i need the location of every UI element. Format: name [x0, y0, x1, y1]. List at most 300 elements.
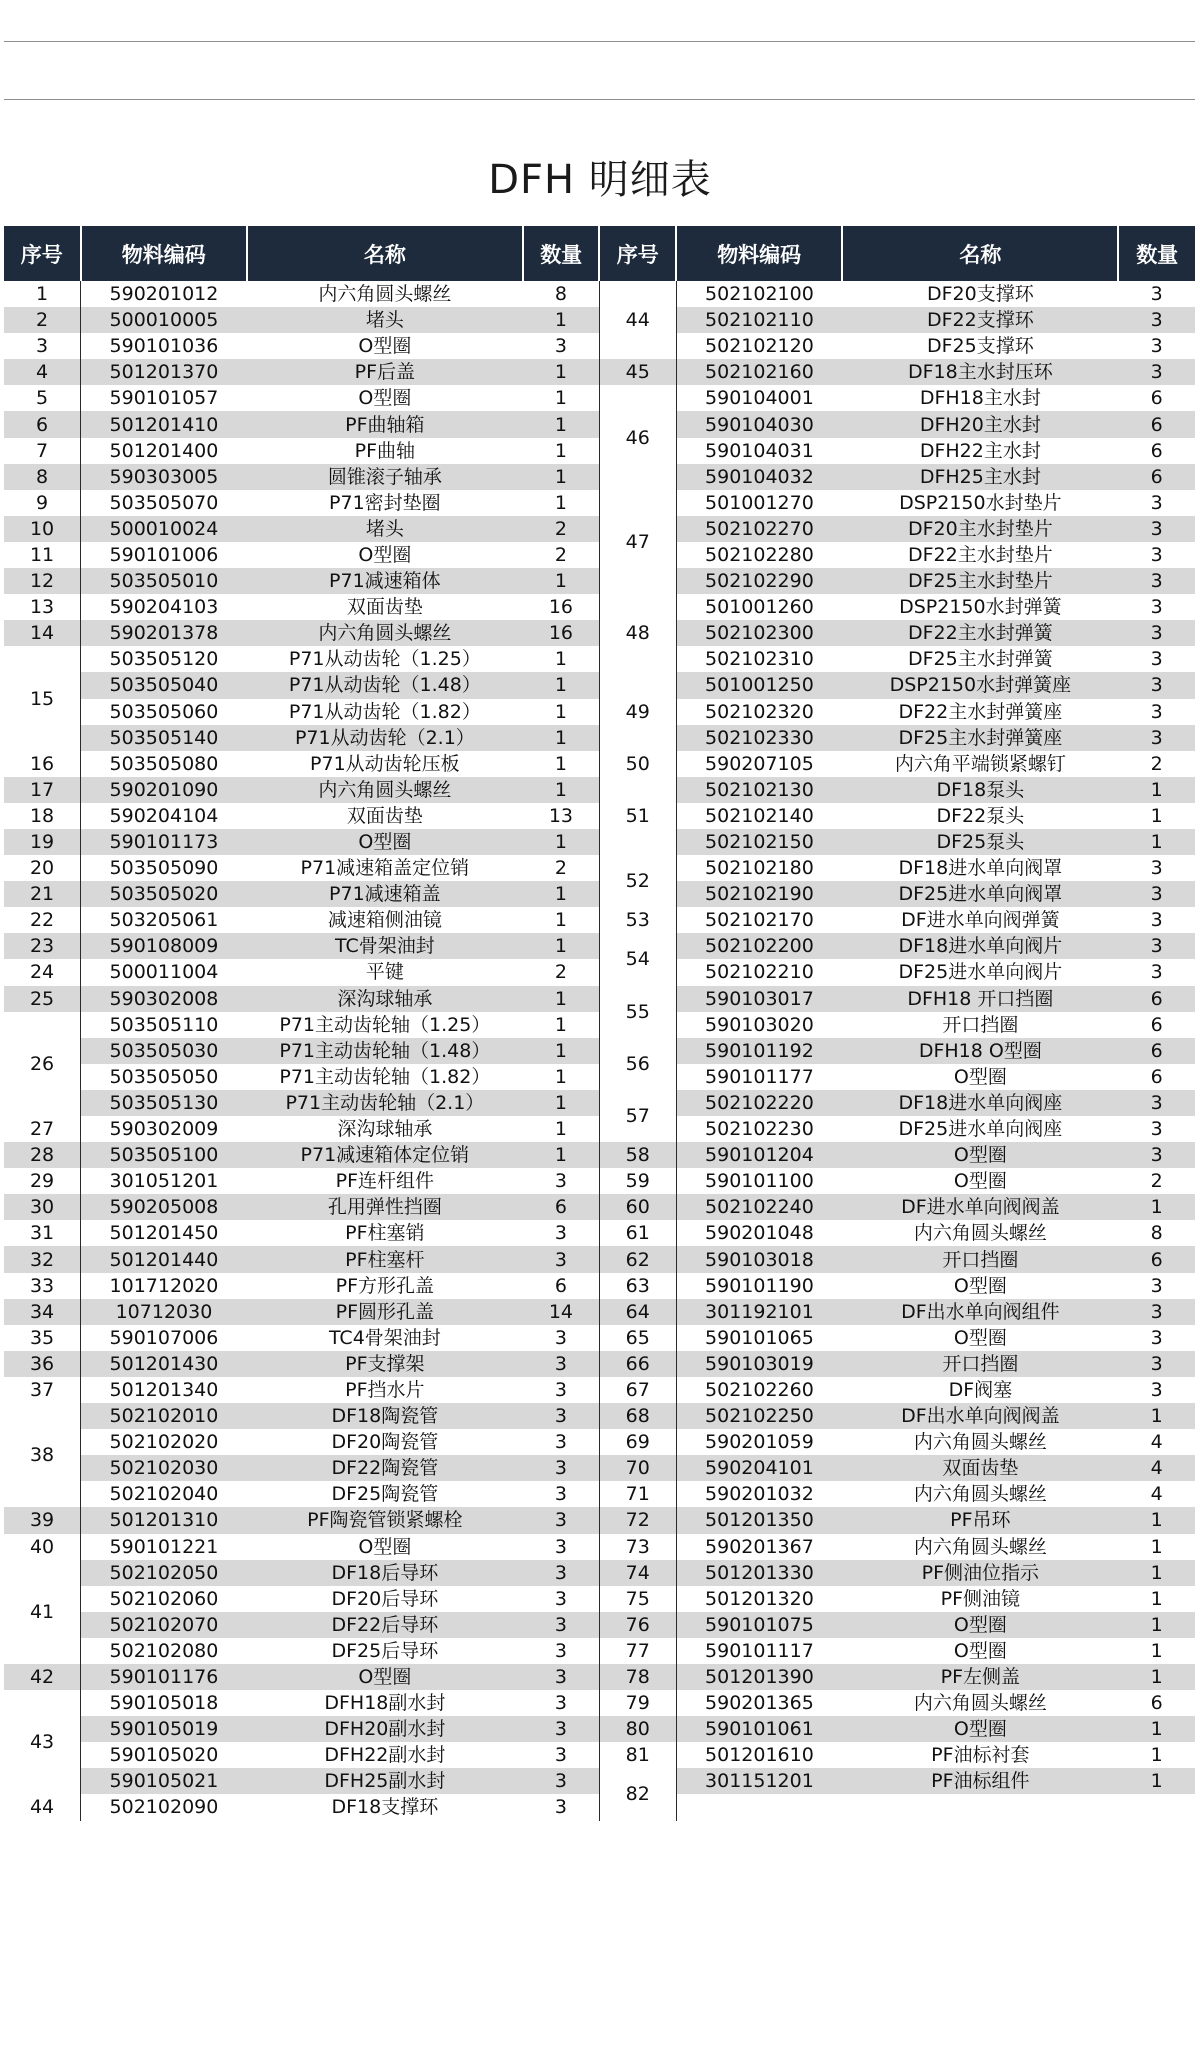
qty-right: 3 — [1118, 1325, 1195, 1351]
seq-right: 72 — [599, 1507, 676, 1533]
qty-right: 3 — [1118, 516, 1195, 542]
qty-right — [1118, 1794, 1195, 1820]
name-left: PF后盖 — [247, 359, 523, 385]
qty-right: 3 — [1118, 620, 1195, 646]
seq-left: 4 — [4, 359, 81, 385]
qty-left: 3 — [523, 1455, 600, 1481]
qty-left: 3 — [523, 1168, 600, 1194]
qty-left: 3 — [523, 1246, 600, 1272]
seq-left: 37 — [4, 1377, 81, 1403]
qty-right: 3 — [1118, 855, 1195, 881]
seq-left: 41 — [4, 1560, 81, 1664]
name-left: P71从动齿轮压板 — [247, 751, 523, 777]
code-left: 501201340 — [81, 1377, 247, 1403]
name-right: O型圈 — [842, 1325, 1118, 1351]
name-left: 堵头 — [247, 307, 523, 333]
qty-left: 3 — [523, 1664, 600, 1690]
header-qty-right: 数量 — [1118, 226, 1195, 281]
code-right — [676, 1794, 842, 1820]
name-left: 内六角圆头螺丝 — [247, 620, 523, 646]
qty-left: 3 — [523, 1429, 600, 1455]
qty-left: 13 — [523, 803, 600, 829]
code-right: 590101065 — [676, 1325, 842, 1351]
seq-right: 82 — [599, 1768, 676, 1820]
code-left: 590105018 — [81, 1690, 247, 1716]
qty-left: 1 — [523, 490, 600, 516]
code-right: 301192101 — [676, 1299, 842, 1325]
name-right: O型圈 — [842, 1142, 1118, 1168]
seq-left: 26 — [4, 1012, 81, 1116]
qty-right: 6 — [1118, 438, 1195, 464]
qty-left: 1 — [523, 1090, 600, 1116]
name-right: O型圈 — [842, 1273, 1118, 1299]
name-left: PF方形孔盖 — [247, 1273, 523, 1299]
code-left: 503505050 — [81, 1064, 247, 1090]
qty-right: 1 — [1118, 803, 1195, 829]
name-right: DF阀塞 — [842, 1377, 1118, 1403]
qty-left: 14 — [523, 1299, 600, 1325]
seq-right: 48 — [599, 594, 676, 672]
code-right: 501201350 — [676, 1507, 842, 1533]
code-right: 502102320 — [676, 699, 842, 725]
code-left: 503505020 — [81, 881, 247, 907]
seq-right: 60 — [599, 1194, 676, 1220]
code-left: 590105019 — [81, 1716, 247, 1742]
table-row — [4, 1168, 1195, 1194]
code-left: 590101057 — [81, 385, 247, 411]
seq-right: 78 — [599, 1664, 676, 1690]
seq-left: 15 — [4, 646, 81, 750]
code-left: 590205008 — [81, 1194, 247, 1220]
name-right: DF进水单向阀阀盖 — [842, 1194, 1118, 1220]
table-row — [4, 855, 1195, 881]
qty-right: 6 — [1118, 1690, 1195, 1716]
qty-left: 1 — [523, 568, 600, 594]
name-right: DF进水单向阀弹簧 — [842, 907, 1118, 933]
seq-left: 19 — [4, 829, 81, 855]
name-right: O型圈 — [842, 1612, 1118, 1638]
qty-right: 6 — [1118, 986, 1195, 1012]
code-left: 500011004 — [81, 959, 247, 985]
qty-right: 3 — [1118, 490, 1195, 516]
table-row — [4, 594, 1195, 620]
seq-left: 14 — [4, 620, 81, 646]
qty-right: 3 — [1118, 359, 1195, 385]
qty-right: 6 — [1118, 411, 1195, 437]
table-row — [4, 1690, 1195, 1716]
qty-right: 3 — [1118, 907, 1195, 933]
seq-right: 65 — [599, 1325, 676, 1351]
code-left: 590201012 — [81, 281, 247, 307]
name-right: 内六角圆头螺丝 — [842, 1481, 1118, 1507]
code-left: 590105020 — [81, 1742, 247, 1768]
code-right: 502102290 — [676, 568, 842, 594]
qty-right: 3 — [1118, 959, 1195, 985]
seq-right: 58 — [599, 1142, 676, 1168]
code-right: 502102170 — [676, 907, 842, 933]
qty-right: 3 — [1118, 1273, 1195, 1299]
name-right: DF25进水单向阀罩 — [842, 881, 1118, 907]
table-row — [4, 1716, 1195, 1742]
name-left: PF连杆组件 — [247, 1168, 523, 1194]
qty-right: 3 — [1118, 542, 1195, 568]
code-right: 502102180 — [676, 855, 842, 881]
name-left: DF18陶瓷管 — [247, 1403, 523, 1429]
header-seq-left: 序号 — [4, 226, 81, 281]
qty-right: 1 — [1118, 1560, 1195, 1586]
code-right: 502102250 — [676, 1403, 842, 1429]
seq-right: 44 — [599, 281, 676, 359]
name-left: 平键 — [247, 959, 523, 985]
name-left: P71从动齿轮（1.25） — [247, 646, 523, 672]
code-right: 301151201 — [676, 1768, 842, 1794]
name-left: O型圈 — [247, 829, 523, 855]
qty-right: 1 — [1118, 829, 1195, 855]
qty-left: 3 — [523, 1586, 600, 1612]
qty-left: 1 — [523, 438, 600, 464]
code-left: 502102070 — [81, 1612, 247, 1638]
qty-right: 6 — [1118, 464, 1195, 490]
name-right: 内六角圆头螺丝 — [842, 1429, 1118, 1455]
table-row — [4, 986, 1195, 1012]
code-right: 502102120 — [676, 333, 842, 359]
qty-right: 3 — [1118, 568, 1195, 594]
name-right: DF20支撑环 — [842, 281, 1118, 307]
qty-left: 3 — [523, 1690, 600, 1716]
seq-right: 79 — [599, 1690, 676, 1716]
seq-right: 80 — [599, 1716, 676, 1742]
name-right: DF18进水单向阀罩 — [842, 855, 1118, 881]
qty-right: 3 — [1118, 1116, 1195, 1142]
code-right: 590201048 — [676, 1220, 842, 1246]
qty-left: 1 — [523, 464, 600, 490]
code-right: 502102300 — [676, 620, 842, 646]
code-right: 501201320 — [676, 1586, 842, 1612]
seq-right: 51 — [599, 777, 676, 855]
qty-right: 1 — [1118, 1664, 1195, 1690]
table-row — [4, 1586, 1195, 1612]
qty-left: 1 — [523, 385, 600, 411]
qty-left: 3 — [523, 1481, 600, 1507]
name-left: DF20后导环 — [247, 1586, 523, 1612]
seq-left: 40 — [4, 1534, 81, 1560]
header-name-right: 名称 — [842, 226, 1118, 281]
code-right: 501001260 — [676, 594, 842, 620]
seq-left: 6 — [4, 411, 81, 437]
table-row — [4, 359, 1195, 385]
name-right: DFH18 O型圈 — [842, 1038, 1118, 1064]
header-code-right: 物料编码 — [676, 226, 842, 281]
name-right: DFH20主水封 — [842, 411, 1118, 437]
table-row — [4, 1403, 1195, 1429]
qty-left: 1 — [523, 986, 600, 1012]
qty-right: 1 — [1118, 1638, 1195, 1664]
name-right: DFH18 开口挡圈 — [842, 986, 1118, 1012]
name-right: DF25进水单向阀座 — [842, 1116, 1118, 1142]
name-left: P71从动齿轮（1.82） — [247, 699, 523, 725]
code-right: 502102280 — [676, 542, 842, 568]
code-left: 590302008 — [81, 986, 247, 1012]
detail-table — [4, 226, 1195, 1821]
name-right: PF左侧盖 — [842, 1664, 1118, 1690]
qty-right: 1 — [1118, 1403, 1195, 1429]
qty-right: 1 — [1118, 1194, 1195, 1220]
table-row — [4, 281, 1195, 307]
seq-left: 42 — [4, 1664, 81, 1690]
code-right: 590103019 — [676, 1351, 842, 1377]
code-right: 502102110 — [676, 307, 842, 333]
code-left: 590101176 — [81, 1664, 247, 1690]
name-right: DFH25主水封 — [842, 464, 1118, 490]
qty-left: 3 — [523, 1507, 600, 1533]
code-left: 301051201 — [81, 1168, 247, 1194]
qty-left: 1 — [523, 646, 600, 672]
name-right: 开口挡圈 — [842, 1351, 1118, 1377]
code-left: 501201370 — [81, 359, 247, 385]
qty-right: 6 — [1118, 1246, 1195, 1272]
name-right: DF25主水封弹簧 — [842, 646, 1118, 672]
code-right: 502102230 — [676, 1116, 842, 1142]
code-left: 590101173 — [81, 829, 247, 855]
table-row — [4, 1325, 1195, 1351]
seq-left: 8 — [4, 464, 81, 490]
code-right: 590101190 — [676, 1273, 842, 1299]
code-left: 503505090 — [81, 855, 247, 881]
code-left: 502102030 — [81, 1455, 247, 1481]
table-row — [4, 1664, 1195, 1690]
name-right: DSP2150水封弹簧座 — [842, 672, 1118, 698]
code-right: 590104030 — [676, 411, 842, 437]
name-left: PF挡水片 — [247, 1377, 523, 1403]
qty-right: 3 — [1118, 307, 1195, 333]
qty-left: 3 — [523, 1403, 600, 1429]
name-left: DFH25副水封 — [247, 1768, 523, 1794]
qty-left: 2 — [523, 855, 600, 881]
code-right: 502102270 — [676, 516, 842, 542]
seq-right: 69 — [599, 1429, 676, 1455]
table-row — [4, 1038, 1195, 1064]
header-qty-left: 数量 — [523, 226, 600, 281]
name-left: 堵头 — [247, 516, 523, 542]
code-left: 590107006 — [81, 1325, 247, 1351]
qty-left: 1 — [523, 1012, 600, 1038]
code-right: 501201330 — [676, 1560, 842, 1586]
name-left: O型圈 — [247, 385, 523, 411]
qty-right: 1 — [1118, 1534, 1195, 1560]
table-row — [4, 1507, 1195, 1533]
code-left: 503505080 — [81, 751, 247, 777]
code-left: 500010024 — [81, 516, 247, 542]
qty-right: 1 — [1118, 1768, 1195, 1794]
seq-right: 73 — [599, 1534, 676, 1560]
name-left: TC4骨架油封 — [247, 1325, 523, 1351]
table-row — [4, 1246, 1195, 1272]
name-left: TC骨架油封 — [247, 933, 523, 959]
qty-left: 3 — [523, 1377, 600, 1403]
qty-right: 4 — [1118, 1481, 1195, 1507]
code-left: 590201378 — [81, 620, 247, 646]
seq-left: 31 — [4, 1220, 81, 1246]
seq-right: 49 — [599, 672, 676, 750]
qty-right: 2 — [1118, 751, 1195, 777]
seq-left: 3 — [4, 333, 81, 359]
seq-right: 70 — [599, 1455, 676, 1481]
name-right: O型圈 — [842, 1168, 1118, 1194]
name-left: O型圈 — [247, 1664, 523, 1690]
code-right: 590201059 — [676, 1429, 842, 1455]
table-row — [4, 1742, 1195, 1768]
code-left: 500010005 — [81, 307, 247, 333]
seq-right: 77 — [599, 1638, 676, 1664]
code-right: 590104031 — [676, 438, 842, 464]
name-right: DF18进水单向阀片 — [842, 933, 1118, 959]
code-right: 590101117 — [676, 1638, 842, 1664]
name-left: P71从动齿轮（1.48） — [247, 672, 523, 698]
name-right: PF油标衬套 — [842, 1742, 1118, 1768]
code-right: 502102190 — [676, 881, 842, 907]
name-right: DF25支撑环 — [842, 333, 1118, 359]
qty-right: 3 — [1118, 1142, 1195, 1168]
qty-right: 3 — [1118, 1351, 1195, 1377]
seq-left: 30 — [4, 1194, 81, 1220]
code-left: 501201410 — [81, 411, 247, 437]
seq-left: 17 — [4, 777, 81, 803]
qty-right: 1 — [1118, 1586, 1195, 1612]
seq-right: 74 — [599, 1560, 676, 1586]
name-right: DFH22主水封 — [842, 438, 1118, 464]
qty-right: 3 — [1118, 1090, 1195, 1116]
seq-left: 23 — [4, 933, 81, 959]
code-left: 590204103 — [81, 594, 247, 620]
name-left: 深沟球轴承 — [247, 986, 523, 1012]
code-left: 590101221 — [81, 1534, 247, 1560]
code-left: 502102020 — [81, 1429, 247, 1455]
qty-left: 1 — [523, 411, 600, 437]
code-right: 502102130 — [676, 777, 842, 803]
qty-left: 8 — [523, 281, 600, 307]
name-right: DF25泵头 — [842, 829, 1118, 855]
seq-left: 39 — [4, 1507, 81, 1533]
name-left: P71减速箱体定位销 — [247, 1142, 523, 1168]
qty-left: 3 — [523, 1638, 600, 1664]
code-left: 590204104 — [81, 803, 247, 829]
name-left: 孔用弹性挡圈 — [247, 1194, 523, 1220]
name-left: O型圈 — [247, 333, 523, 359]
seq-right: 71 — [599, 1481, 676, 1507]
table-row — [4, 490, 1195, 516]
name-right: PF侧油镜 — [842, 1586, 1118, 1612]
qty-right: 4 — [1118, 1429, 1195, 1455]
seq-right: 64 — [599, 1299, 676, 1325]
name-left: O型圈 — [247, 542, 523, 568]
name-left: PF圆形孔盖 — [247, 1299, 523, 1325]
name-right: DF18进水单向阀座 — [842, 1090, 1118, 1116]
qty-left: 16 — [523, 594, 600, 620]
qty-left: 6 — [523, 1194, 600, 1220]
table-row — [4, 1273, 1195, 1299]
qty-right: 1 — [1118, 1742, 1195, 1768]
table-row — [4, 1455, 1195, 1481]
code-right: 502102210 — [676, 959, 842, 985]
qty-left: 3 — [523, 1325, 600, 1351]
code-right: 590101192 — [676, 1038, 842, 1064]
seq-left: 13 — [4, 594, 81, 620]
table-row — [4, 385, 1195, 411]
name-right: 内六角圆头螺丝 — [842, 1690, 1118, 1716]
seq-right: 81 — [599, 1742, 676, 1768]
qty-left: 1 — [523, 751, 600, 777]
qty-right: 3 — [1118, 594, 1195, 620]
code-right: 501201610 — [676, 1742, 842, 1768]
code-left: 501201450 — [81, 1220, 247, 1246]
qty-right: 3 — [1118, 1299, 1195, 1325]
name-right: PF油标组件 — [842, 1768, 1118, 1794]
code-right: 502102160 — [676, 359, 842, 385]
code-left: 590201090 — [81, 777, 247, 803]
seq-left: 11 — [4, 542, 81, 568]
code-left: 10712030 — [81, 1299, 247, 1325]
qty-left: 3 — [523, 1716, 600, 1742]
qty-left: 1 — [523, 829, 600, 855]
name-left: 减速箱侧油镜 — [247, 907, 523, 933]
code-right: 502102200 — [676, 933, 842, 959]
seq-right: 59 — [599, 1168, 676, 1194]
name-right: DF20主水封垫片 — [842, 516, 1118, 542]
name-left: DFH18副水封 — [247, 1690, 523, 1716]
code-right: 502102220 — [676, 1090, 842, 1116]
table-row — [4, 1481, 1195, 1507]
qty-right: 3 — [1118, 699, 1195, 725]
seq-left: 32 — [4, 1246, 81, 1272]
seq-right: 50 — [599, 751, 676, 777]
seq-left: 28 — [4, 1142, 81, 1168]
name-left: PF柱塞杆 — [247, 1246, 523, 1272]
qty-left: 3 — [523, 1768, 600, 1794]
qty-left: 1 — [523, 725, 600, 751]
code-right: 590103018 — [676, 1246, 842, 1272]
seq-right: 66 — [599, 1351, 676, 1377]
seq-right: 53 — [599, 907, 676, 933]
qty-left: 3 — [523, 1534, 600, 1560]
qty-right: 2 — [1118, 1168, 1195, 1194]
code-left: 503505110 — [81, 1012, 247, 1038]
seq-left: 16 — [4, 751, 81, 777]
table-row — [4, 777, 1195, 803]
table-row — [4, 1560, 1195, 1586]
name-left: O型圈 — [247, 1534, 523, 1560]
name-right: O型圈 — [842, 1638, 1118, 1664]
name-right: DF18主水封压环 — [842, 359, 1118, 385]
seq-right: 57 — [599, 1090, 676, 1142]
code-left: 502102040 — [81, 1481, 247, 1507]
seq-left: 18 — [4, 803, 81, 829]
code-right: 590101100 — [676, 1168, 842, 1194]
qty-left: 2 — [523, 959, 600, 985]
qty-right: 1 — [1118, 1507, 1195, 1533]
code-left: 590303005 — [81, 464, 247, 490]
seq-left: 25 — [4, 986, 81, 1012]
seq-left: 9 — [4, 490, 81, 516]
name-left: 内六角圆头螺丝 — [247, 281, 523, 307]
table-row — [4, 1377, 1195, 1403]
code-right: 590201367 — [676, 1534, 842, 1560]
seq-right: 67 — [599, 1377, 676, 1403]
code-right: 502102260 — [676, 1377, 842, 1403]
code-right: 590101061 — [676, 1716, 842, 1742]
name-right: O型圈 — [842, 1716, 1118, 1742]
code-right: 502102310 — [676, 646, 842, 672]
code-left: 503205061 — [81, 907, 247, 933]
